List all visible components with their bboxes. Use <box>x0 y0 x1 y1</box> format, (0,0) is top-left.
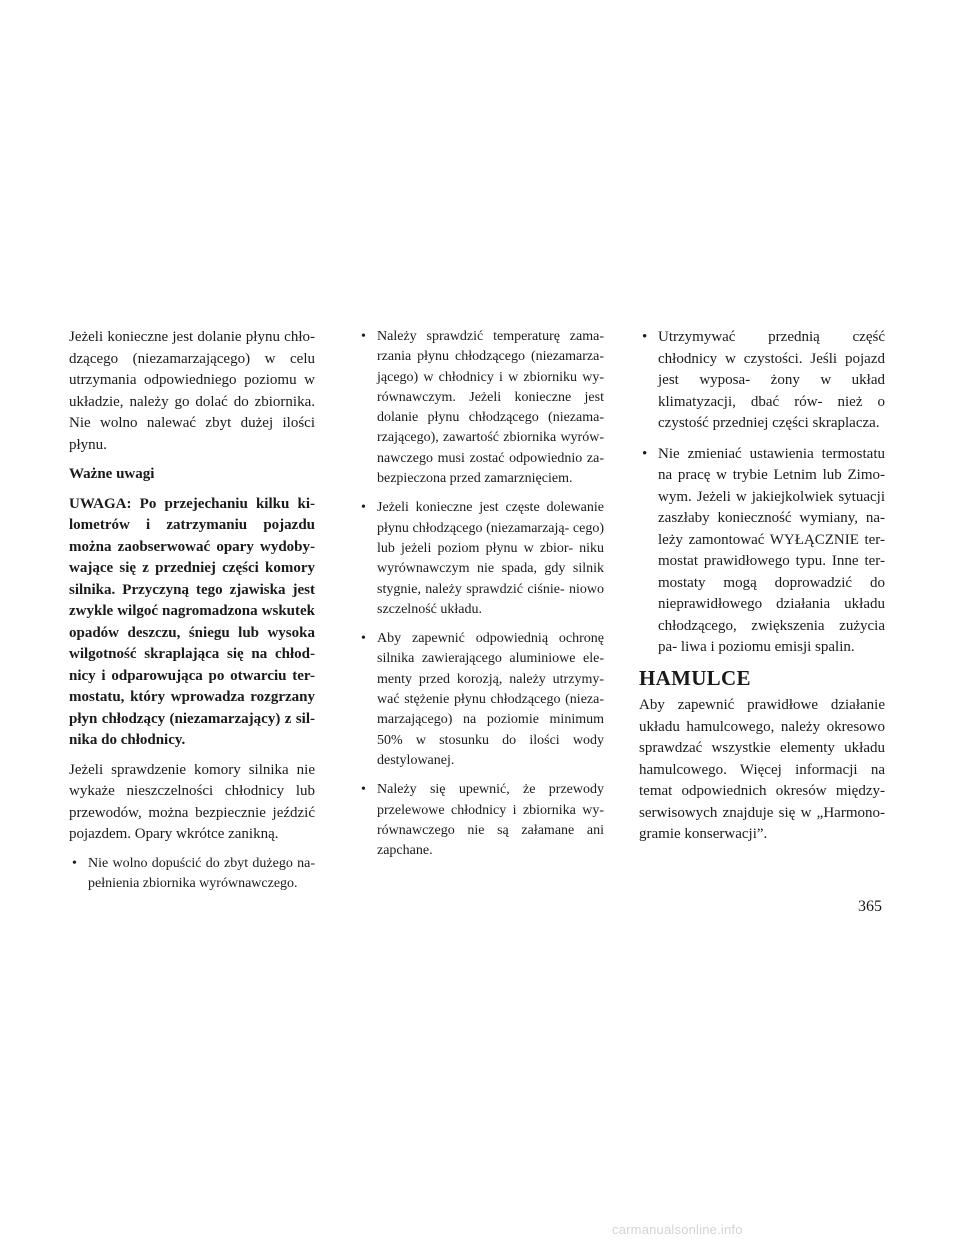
column-3 <box>639 327 885 854</box>
brakes-paragraph: Aby zapewnić prawidłowe działanie układu hamulcowego, należy okresowo sprawdzać wszystkie elementy układu hamulcowego. Więcej informacji na temat odpowiednich okresów między- serwisowych znajduje się w „Harmono- gramie konserwacji”. <box>639 697 885 842</box>
list-item: • Należy sprawdzić temperaturę zama- rzania płynu chłodzącego (niezamarza- jącego) w chłodnicy i w zbiorniku wy- równawczym. Jeżeli konieczne jest dolanie płynu chłodzącego (niezama- rzającego), zawartość zbiornika wyrów- nawczego musi zostać odpowiednio za- bezpieczona przed zamarznięciem. <box>358 327 604 489</box>
watermark-link[interactable]: carmanualsonline.info <box>612 1222 743 1237</box>
list-item: • Należy się upewnić, że przewody przelewowe chłodnicy i zbiornika wy- równawczego nie są załamane ani zapchane. <box>358 780 604 861</box>
section-title-brakes: HAMULCE <box>639 665 751 690</box>
bullet-list-col2 <box>358 327 604 861</box>
bullet-list-col3 <box>639 327 885 659</box>
list-item: • Jeżeli konieczne jest częste dolewanie płynu chłodzącego (niezamarzają- cego) lub jeżeli poziom płynu w zbior- niku wyrównawczym nie spada, gdy silnik stygnie, należy sprawdzić ciśnie- niowo szczelność układu. <box>358 498 604 620</box>
page-number: 365 <box>858 898 882 915</box>
bullet-list-col1 <box>69 854 315 894</box>
column-1 <box>69 327 315 903</box>
important-notes-heading: Ważne uwagi <box>69 466 155 482</box>
engine-check-paragraph: Jeżeli sprawdzenie komory silnika nie wykaże nieszczelności chłodnicy lub przewodów, można bezpiecznie jeździć pojazdem. Opary wkrótce zanikną. <box>69 761 315 842</box>
list-item: • Nie zmieniać ustawienia termostatu na pracę w trybie Letnim lub Zimo- wym. Jeżeli w jakiejkolwiek sytuacji zaszłaby konieczność wymiany, na- leży zamontować WYŁĄCZNIE ter- mostat prawidłowego typu. Inne ter- mostaty mogą doprowadzić do nieprawidłowego działania układu chłodzącego, zwiększenia zużycia pa- liwa i poziomu emisji spalin. <box>639 444 885 659</box>
warning-paragraph: UWAGA: Po przejechaniu kilku ki- lometrów i zatrzymaniu pojazdu można zaobserwować opary wydoby- wające się z przedniej części komory silnika. Przyczyną tego zjawiska jest zwykle wilgoć nagromadzona wskutek opadów deszczu, śniegu lub wysoka wilgotność skraplająca się na chłod- nicy i odparowująca po otwarciu ter- mostatu, który wprowadza rozgrzany płyn chłodzący (niezamarzający) z sil- nika do chłodnicy. <box>69 495 315 748</box>
coolant-add-paragraph: Jeżeli konieczne jest dolanie płynu chło- dzącego (niezamarzającego) w celu utrzymania odpowiedniego poziomu w układzie, należy go dolać do zbiornika. Nie wolno nalewać zbyt dużej ilości płynu. <box>69 329 315 453</box>
list-item: • Nie wolno dopuścić do zbyt dużego na- pełnienia zbiornika wyrównawczego. <box>69 854 315 894</box>
column-2 <box>358 327 604 870</box>
list-item: • Aby zapewnić odpowiednią ochronę silnika zawierającego aluminiowe ele- menty przed korozją, należy utrzymy- wać stężenie płynu chłodzącego (nieza- marzającego) na poziomie minimum 50% w stosunku do ilości wody destylowanej. <box>358 629 604 771</box>
list-item: • Utrzymywać przednią część chłodnicy w czystości. Jeśli pojazd jest wyposa- żony w układ klimatyzacji, dbać rów- nież o czystość przedniej części skraplacza. <box>639 327 885 435</box>
